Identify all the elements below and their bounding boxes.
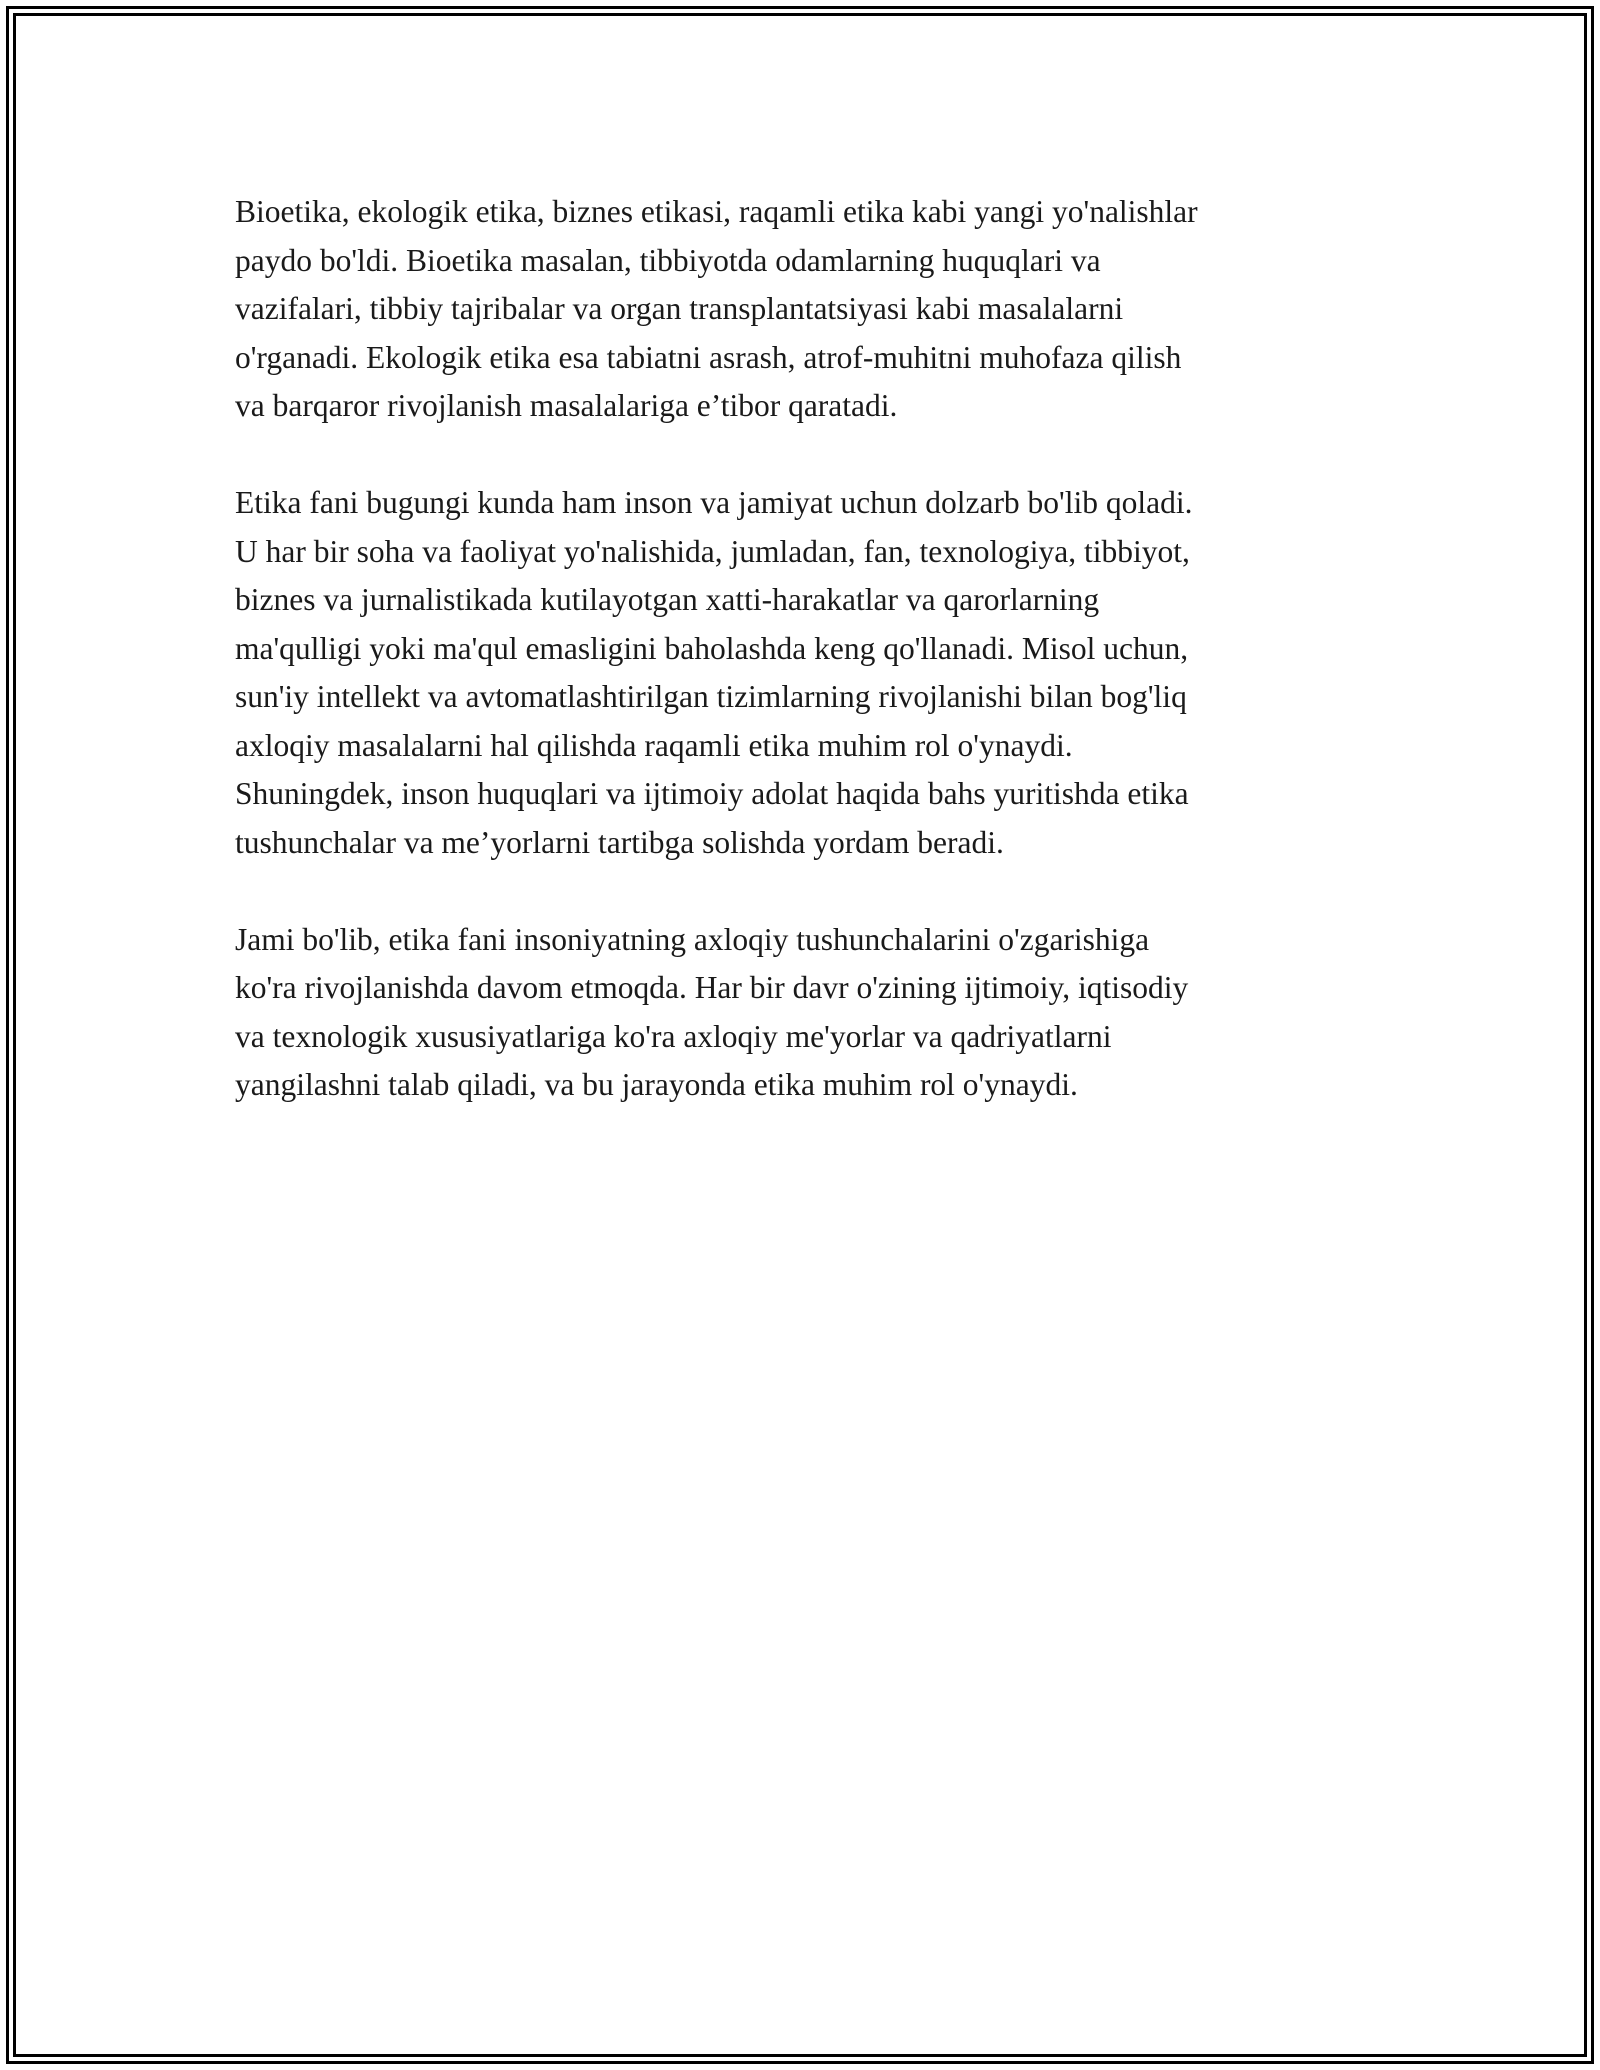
text-line: tushunchalar va me’yorlarni tartibga solishda yordam beradi. — [235, 824, 1004, 860]
paragraph-3 — [235, 916, 1375, 1110]
text-line: sun'iy intellekt va avtomatlashtirilgan tizimlarning rivojlanishi bilan bog'liq — [235, 679, 1187, 714]
text-line: Etika fani bugungi kunda ham inson va jamiyat uchun dolzarb bo'lib qoladi. — [235, 485, 1193, 520]
text-line: ko'ra rivojlanishda davom etmoqda. Har bir davr o'zining ijtimoiy, iqtisodiy — [235, 970, 1189, 1005]
text-line: biznes va jurnalistikada kutilayotgan xatti-harakatlar va qarorlarning — [235, 582, 1100, 617]
text-line: va barqaror rivojlanish masalalariga e’tibor qaratadi. — [235, 388, 898, 423]
text-line: paydo bo'ldi. Bioetika masalan, tibbiyotda odamlarning huquqlari va — [235, 242, 1101, 278]
text-line: Jami bo'lib, etika fani insoniyatning axloqiy tushunchalarini o'zgarishiga — [235, 921, 1150, 957]
text-line: axloqiy masalalarni hal qilishda raqamli etika muhim rol o'ynaydi. — [235, 727, 1073, 763]
text-line: U har bir soha va faoliyat yo'nalishida, jumladan, fan, texnologiya, tibbiyot, — [235, 533, 1190, 569]
paragraph-2 — [235, 479, 1375, 867]
text-line: ma'qulligi yoki ma'qul emasligini baholashda keng qo'llanadi. Misol uchun, — [235, 630, 1189, 666]
paragraph-1 — [235, 188, 1375, 431]
text-line: o'rganadi. Ekologik etika esa tabiatni asrash, atrof-muhitni muhofaza qilish — [235, 339, 1182, 375]
text-line: Bioetika, ekologik etika, biznes etikasi, raqamli etika kabi yangi yo'nalishlar — [235, 194, 1198, 229]
text-line: yangilashni talab qiladi, va bu jarayonda etika muhim rol o'ynaydi. — [235, 1067, 1078, 1102]
document-body — [235, 188, 1375, 1158]
text-line: va texnologik xususiyatlariga ko'ra axloqiy me'yorlar va qadriyatlarni — [235, 1018, 1112, 1054]
text-line: vazifalari, tibbiy tajribalar va organ transplantatsiyasi kabi masalalarni — [235, 291, 1124, 326]
text-line: Shuningdek, inson huquqlari va ijtimoiy adolat haqida bahs yuritishda etika — [235, 776, 1189, 811]
